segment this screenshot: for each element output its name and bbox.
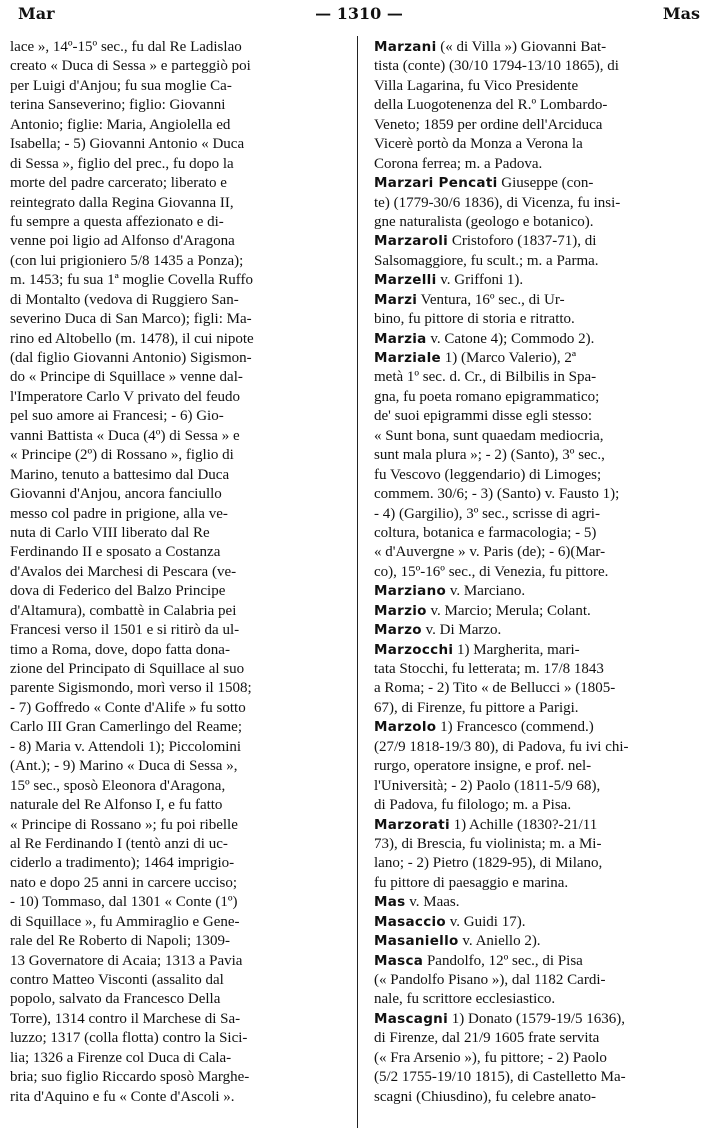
text-line [10, 582, 346, 601]
line-text: Isabella; - 5) Giovanni Antonio « Duca [10, 136, 245, 153]
text-line [10, 757, 346, 776]
line-text: 73), di Brescia, fu violinista; m. a Mi- [374, 835, 602, 852]
line-text: (5/2 1755-19/10 1815), di Castelletto Ma- [374, 1069, 626, 1086]
text-line [374, 388, 708, 407]
text-line [374, 854, 708, 873]
text-line [374, 96, 708, 115]
text-line [10, 738, 346, 757]
text-line [10, 232, 346, 251]
text-line [10, 699, 346, 718]
line-text: rurgo, operatore insigne, e prof. nel- [374, 758, 592, 775]
line-text: Vicerè portò da Monza a Verona la [374, 136, 583, 153]
line-text: metà 1º sec. d. Cr., di Bilbilis in Spa- [374, 369, 597, 386]
text-line [374, 310, 708, 329]
text-line [374, 407, 708, 426]
line-text: « Principe di Rossano »; fu poi ribelle [10, 816, 238, 833]
line-text: - 10) Tommaso, dal 1301 « Conte (1º) [10, 894, 238, 911]
text-line [10, 602, 346, 621]
line-text: popolo, salvato da Francesco Della [10, 991, 221, 1008]
line-text: fu pittore di paesaggio e marina. [374, 874, 569, 891]
text-line [374, 135, 708, 154]
left-column [10, 38, 346, 1107]
entry-headword-line [374, 718, 708, 737]
line-text: 67), di Firenze, fu pittore a Parigi. [374, 699, 579, 716]
text-line [10, 349, 346, 368]
line-text: v. Guidi 17). [446, 913, 526, 930]
line-text: v. Aniello 2). [458, 933, 541, 950]
line-text: (« di Villa ») Giovanni Bat- [436, 39, 607, 55]
text-line [10, 96, 346, 115]
text-line [374, 990, 708, 1009]
text-line [374, 57, 708, 76]
line-text: co), 15º-16º sec., di Venezia, fu pittore. [374, 563, 609, 580]
text-line [374, 194, 708, 213]
entry-headword-line [374, 1010, 708, 1029]
line-text: Francesi verso il 1501 e si ritirò da ul- [10, 622, 240, 639]
line-text: nale, fu scrittore ecclesiastico. [374, 991, 556, 1008]
entry-headword: Marzorati [374, 816, 450, 833]
line-text: Torre), 1314 contro il Marchese di Sa- [10, 1010, 241, 1027]
line-text: m. 1453; fu sua 1ª moglie Covella Ruffo [10, 272, 254, 289]
line-text: 1) Achille (1830?-21/11 [449, 816, 598, 833]
line-text: lano; - 2) Pietro (1829-95), di Milano, [374, 855, 603, 872]
entry-headword: Mascagni [374, 1010, 448, 1027]
line-text: v. Marciano. [446, 583, 526, 600]
entry-headword-line [374, 816, 708, 835]
entry-headword: Marzari Pencati [374, 175, 498, 192]
entry-headword: Marzocchi [374, 641, 454, 658]
entry-headword-line [374, 641, 708, 660]
entry-headword: Masaniello [374, 933, 459, 950]
line-text: terina Sanseverino; figlio: Giovanni [10, 97, 226, 114]
text-line [10, 388, 346, 407]
line-text: rita d'Aquino e fu « Conte d'Ascoli ». [10, 1088, 235, 1105]
text-line [10, 854, 346, 873]
text-line [374, 505, 708, 524]
text-line [10, 1088, 346, 1107]
entry-headword: Marzio [374, 602, 427, 619]
line-text: - 7) Goffredo « Conte d'Alife » fu sotto [10, 699, 246, 716]
text-line [374, 116, 708, 135]
header-right-guideword: Mas [662, 4, 700, 23]
line-text: Villa Lagarina, fu Vico Presidente [374, 77, 579, 94]
text-line [10, 116, 346, 135]
line-text: per Luigi d'Anjou; fu sua moglie Ca- [10, 77, 232, 94]
line-text: Corona ferrea; m. a Padova. [374, 155, 543, 172]
text-line [10, 77, 346, 96]
text-line [10, 932, 346, 951]
line-text: 15º sec., sposò Eleonora d'Aragona, [10, 777, 226, 794]
entry-headword: Marziale [374, 350, 441, 366]
line-text: di Squillace », fu Ammiraglio e Gene- [10, 913, 240, 930]
text-line [10, 1010, 346, 1029]
line-text: (con lui prigioniero 5/8 1435 a Ponza); [10, 252, 244, 269]
page-number: — 1310 — [315, 4, 403, 23]
text-line [374, 1029, 708, 1048]
entry-headword: Marzani [374, 39, 437, 55]
text-line [374, 427, 708, 446]
entry-headword-line [374, 932, 708, 951]
line-text: di Sessa », figlio del prec., fu dopo la [10, 155, 234, 172]
line-text: gne naturalista (geologo e botanico). [374, 213, 594, 230]
text-line [10, 38, 346, 57]
line-text: Marino, tenuto a battesimo dal Duca [10, 466, 230, 483]
line-text: Ferdinando II e sposato a Costanza [10, 544, 221, 561]
entry-headword: Masca [374, 952, 424, 969]
line-text: Veneto; 1859 per ordine dell'Arciduca [374, 116, 603, 133]
entry-headword-line [374, 893, 708, 912]
line-text: parente Sigismondo, morì verso il 1508; [10, 680, 252, 697]
line-text: v. Marcio; Merula; Colant. [426, 602, 591, 619]
text-line [10, 407, 346, 426]
entry-headword-line [374, 38, 708, 57]
line-text: Salsomaggiore, fu scult.; m. a Parma. [374, 252, 599, 269]
line-text: della Luogotenenza del R.º Lombardo- [374, 97, 608, 114]
line-text: scagni (Chiusdino), fu celebre anato- [374, 1088, 597, 1105]
line-text: luzzo; 1317 (colla flotta) contro la Sici- [10, 1030, 248, 1047]
line-text: fu Vescovo (leggendario) di Limoges; [374, 466, 602, 483]
text-line [374, 77, 708, 96]
line-text: venne poi ligio ad Alfonso d'Aragona [10, 233, 235, 250]
line-text: (Ant.); - 9) Marino « Duca di Sessa », [10, 758, 238, 775]
text-line [10, 893, 346, 912]
text-line [10, 1068, 346, 1087]
text-line [10, 174, 346, 193]
line-text: creato « Duca di Sessa » e parteggiò poi [10, 58, 251, 75]
entry-headword-line [374, 271, 708, 290]
line-text: nato e dopo 25 anni in carcere ucciso; [10, 874, 237, 891]
text-line [10, 524, 346, 543]
line-text: d'Avalos dei Marchesi di Pescara (ve- [10, 563, 237, 580]
text-line [374, 543, 708, 562]
line-text: nuta di Carlo VIII liberato dal Re [10, 524, 210, 541]
text-line [10, 679, 346, 698]
text-line [10, 485, 346, 504]
entry-headword: Mas [374, 894, 406, 911]
line-text: - 4) (Gargilio), 3º sec., scrisse di agri- [374, 505, 600, 522]
text-line [10, 1029, 346, 1048]
entry-headword: Marzo [374, 622, 422, 639]
entry-headword-line [374, 174, 708, 193]
text-line [374, 563, 708, 582]
right-column [374, 38, 708, 1107]
line-text: pel suo amore ai Francesi; - 6) Gio- [10, 408, 224, 425]
text-line [10, 777, 346, 796]
text-line [374, 660, 708, 679]
line-text: contro Matteo Visconti (assalito dal [10, 972, 224, 988]
text-line [10, 835, 346, 854]
line-text: commem. 30/6; - 3) (Santo) v. Fausto 1); [374, 486, 620, 503]
text-line [10, 952, 346, 971]
line-text: di Montalto (vedova di Ruggiero San- [10, 291, 239, 308]
line-text: rino ed Altobello (m. 1478), il cui nipote [10, 330, 254, 347]
line-text: di Padova, fu filologo; m. a Pisa. [374, 797, 572, 814]
text-line [374, 679, 708, 698]
line-text: v. Griffoni 1). [436, 272, 524, 289]
line-text: a Roma; - 2) Tito « de Bellucci » (1805- [374, 680, 616, 697]
line-text: bria; suo figlio Riccardo sposò Marghe- [10, 1069, 250, 1086]
entry-headword-line [374, 349, 708, 368]
text-line [10, 990, 346, 1009]
text-line [10, 816, 346, 835]
text-line [10, 368, 346, 387]
line-text: « Sunt bona, sunt quaedam mediocria, [374, 427, 604, 444]
text-line [374, 1088, 708, 1107]
line-text: bino, fu pittore di storia e ritratto. [374, 311, 575, 328]
line-text: severino Duca di San Marco); figli: Ma- [10, 311, 252, 328]
text-line [10, 155, 346, 174]
line-text: 1) (Marco Valerio), 2ª [440, 350, 577, 366]
line-text: Pandolfo, 12º sec., di Pisa [423, 952, 583, 969]
text-line [374, 835, 708, 854]
line-text: rale del Re Roberto di Napoli; 1309- [10, 933, 230, 950]
line-text: (dal figlio Giovanni Antonio) Sigismon- [10, 350, 252, 366]
line-text: l'Università; - 2) Paolo (1811-5/9 68), [374, 777, 601, 794]
line-text: te) (1779-30/6 1836), di Vicenza, fu insi- [374, 194, 621, 211]
text-line [10, 913, 346, 932]
line-text: Giovanni d'Anjou, ancora fanciullo [10, 486, 222, 503]
line-text: coltura, botanica e farmacologia; - 5) [374, 524, 597, 541]
text-line [374, 874, 708, 893]
text-line [10, 291, 346, 310]
entry-headword-line [374, 232, 708, 251]
text-line [374, 485, 708, 504]
entry-headword-line [374, 602, 708, 621]
line-text: sunt mala plura »; - 2) (Santo), 3º sec., [374, 447, 605, 464]
text-line [10, 874, 346, 893]
entry-headword: Marzaroli [374, 233, 449, 250]
line-text: 1) Margherita, mari- [453, 641, 580, 658]
entry-headword: Marzia [374, 330, 427, 347]
line-text: Cristoforo (1837-71), di [448, 233, 597, 250]
text-line [10, 135, 346, 154]
text-line [374, 368, 708, 387]
text-line [374, 155, 708, 174]
entry-headword: Marzi [374, 291, 418, 308]
text-line [374, 466, 708, 485]
text-line [10, 543, 346, 562]
line-text: timo a Roma, dove, dopo fatta dona- [10, 641, 230, 658]
line-text: dova di Federico del Balzo Principe [10, 583, 226, 600]
text-line [10, 271, 346, 290]
line-text: v. Di Marzo. [421, 622, 502, 639]
line-text: 1) Francesco (commend.) [436, 719, 594, 736]
line-text: (27/9 1818-19/3 80), di Padova, fu ivi chi- [374, 738, 629, 755]
text-line [374, 738, 708, 757]
text-line [10, 252, 346, 271]
text-line [374, 796, 708, 815]
text-line [10, 57, 346, 76]
line-text: vanni Battista « Duca (4º) di Sessa » e [10, 427, 240, 444]
line-text: v. Catone 4); Commodo 2). [426, 330, 595, 347]
text-line [374, 971, 708, 990]
line-text: zione del Principato di Squillace al suo [10, 661, 245, 677]
text-line [10, 330, 346, 349]
line-text: Ventura, 16º sec., di Ur- [417, 291, 565, 308]
entry-headword: Masaccio [374, 913, 446, 930]
line-text: de' suoi epigrammi disse egli stesso: [374, 408, 593, 425]
text-line [10, 310, 346, 329]
text-line [10, 621, 346, 640]
text-line [10, 427, 346, 446]
text-line [10, 641, 346, 660]
text-line [10, 971, 346, 990]
line-text: messo col padre in prigione, alla ve- [10, 505, 228, 522]
line-text: tista (conte) (30/10 1794-13/10 1865), di [374, 58, 619, 75]
page-header [0, 2, 718, 28]
text-line [10, 1049, 346, 1068]
entry-headword-line [374, 952, 708, 971]
text-line [10, 194, 346, 213]
entry-headword-line [374, 291, 708, 310]
text-line [374, 1068, 708, 1087]
line-text: 1) Donato (1579-19/5 1636), [448, 1010, 626, 1027]
entry-headword: Marzelli [374, 272, 437, 289]
line-text: « Principe (2º) di Rossano », figlio di [10, 447, 234, 464]
header-left-guideword: Mar [18, 4, 55, 23]
line-text: « d'Auvergne » v. Paris (de); - 6)(Mar- [374, 544, 606, 561]
text-line [374, 1049, 708, 1068]
line-text: v. Maas. [405, 894, 460, 911]
line-text: lia; 1326 a Firenze col Duca di Cala- [10, 1049, 232, 1066]
text-line [374, 213, 708, 232]
line-text: (« Pandolfo Pisano »), dal 1182 Cardi- [374, 972, 606, 988]
text-line [374, 446, 708, 465]
line-text: (« Fra Arsenio »), fu pittore; - 2) Paolo [374, 1049, 607, 1066]
line-text: do « Principe di Squillace » venne dal- [10, 369, 243, 386]
text-line [374, 699, 708, 718]
line-text: reintegrato dalla Regina Giovanna II, [10, 194, 234, 211]
text-line [10, 446, 346, 465]
entry-headword-line [374, 330, 708, 349]
line-text: morte del padre carcerato; liberato e [10, 175, 227, 192]
line-text: fu sempre a questa affezionato e di- [10, 213, 224, 230]
text-line [10, 660, 346, 679]
line-text: l'Imperatore Carlo V privato del feudo [10, 388, 240, 405]
column-divider [357, 36, 358, 1128]
text-line [10, 213, 346, 232]
text-line [374, 757, 708, 776]
text-line [10, 563, 346, 582]
line-text: tata Stocchi, fu letterata; m. 17/8 1843 [374, 661, 604, 677]
entry-headword-line [374, 913, 708, 932]
line-text: gna, fu poeta romano epigrammatico; [374, 388, 600, 405]
line-text: Antonio; figlie: Maria, Angiolella ed [10, 116, 231, 133]
text-line [374, 524, 708, 543]
line-text: 13 Governatore di Acaia; 1313 a Pavia [10, 952, 243, 969]
text-line [10, 466, 346, 485]
line-text: lace », 14º-15º sec., fu dal Re Ladislao [10, 39, 242, 55]
line-text: - 8) Maria v. Attendoli 1); Piccolomini [10, 738, 242, 755]
line-text: di Firenze, dal 21/9 1605 frate servita [374, 1030, 600, 1047]
entry-headword-line [374, 582, 708, 601]
line-text: naturale del Re Alfonso I, e fu fatto [10, 797, 223, 814]
entry-headword-line [374, 621, 708, 640]
line-text: al Re Ferdinando I (tentò anzi di uc- [10, 835, 228, 852]
text-line [10, 505, 346, 524]
line-text: Giuseppe (con- [497, 175, 594, 192]
line-text: Carlo III Gran Camerlingo del Reame; [10, 719, 243, 736]
text-line [374, 252, 708, 271]
entry-headword: Marziano [374, 583, 447, 600]
text-line [10, 718, 346, 737]
text-line [10, 796, 346, 815]
text-line [374, 777, 708, 796]
line-text: d'Altamura), combattè in Calabria pei [10, 602, 237, 619]
entry-headword: Marzolo [374, 719, 437, 736]
line-text: ciderlo a tradimento); 1464 imprigio- [10, 855, 235, 872]
